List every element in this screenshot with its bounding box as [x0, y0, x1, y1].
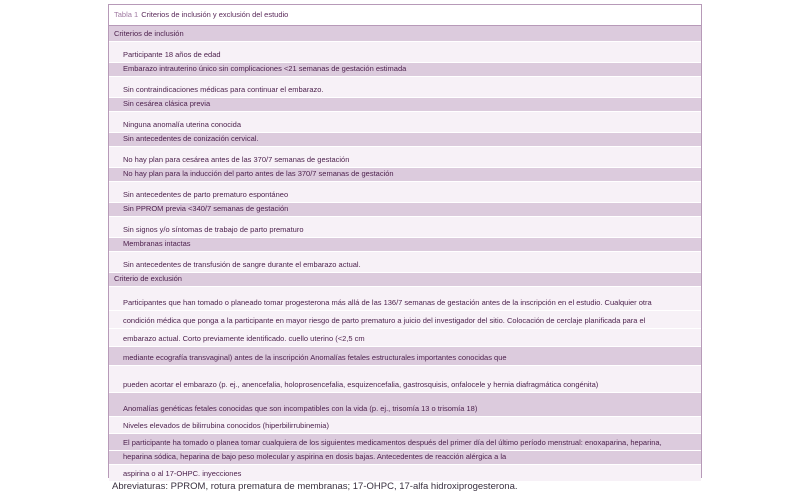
table-row [109, 252, 701, 273]
exclusion-item: heparina sódica, heparina de bajo peso molecular y aspirina en dosis bajas. Antecedentes de reacción alérgica a la [123, 452, 507, 461]
inclusion-item: Ninguna anomalía uterina conocida [123, 120, 241, 129]
exclusion-header-row [109, 273, 701, 287]
table-row [109, 311, 701, 329]
table-row [109, 417, 701, 434]
inclusion-item: Membranas intactas [123, 239, 191, 248]
exclusion-item: Anomalías genéticas fetales conocidas que son incompatibles con la vida (p. ej., trisomía 13 o trisomía 18) [123, 404, 478, 413]
table-row [109, 465, 701, 482]
table-row [109, 347, 701, 366]
table-row [109, 112, 701, 133]
criteria-table [108, 4, 702, 478]
inclusion-item: Sin cesárea clásica previa [123, 99, 211, 108]
table-row [109, 393, 701, 417]
exclusion-header: Criterio de exclusión [114, 274, 182, 283]
exclusion-item: El participante ha tomado o planea tomar cualquiera de los siguientes medicamentos después del primer día del último período menstrual: enoxaparina, heparina, [123, 438, 662, 447]
table-row [109, 238, 701, 252]
table-row [109, 203, 701, 217]
exclusion-item: embarazo actual. Corto previamente identificado. cuello uterino (<2,5 cm [123, 334, 365, 343]
inclusion-item: Sin antecedentes de parto prematuro espontáneo [123, 190, 289, 199]
exclusion-item: pueden acortar el embarazo (p. ej., anencefalia, holoprosencefalia, esquizencefalia, gastrosquisis, onfalocele y hernia diafragmática congénita) [123, 380, 599, 389]
inclusion-header-row [109, 26, 701, 42]
table-title: Criterios de inclusión y exclusión del estudio [141, 10, 289, 19]
inclusion-item: Sin antecedentes de transfusión de sangre durante el embarazo actual. [123, 260, 361, 269]
table-row [109, 434, 701, 451]
inclusion-item: Sin contraindicaciones médicas para continuar el embarazo. [123, 85, 324, 94]
table-row [109, 133, 701, 147]
table-row [109, 98, 701, 112]
inclusion-item: Participante 18 años de edad [123, 50, 221, 59]
exclusion-item: mediante ecografía transvaginal) antes de la inscripción Anomalías fetales estructurales importantes conocidas que [123, 353, 507, 362]
table-caption [109, 5, 701, 26]
table-row [109, 147, 701, 168]
inclusion-item: Sin PPROM previa <340/7 semanas de gestación [123, 204, 289, 213]
inclusion-item: No hay plan para la inducción del parto antes de las 370/7 semanas de gestación [123, 169, 394, 178]
inclusion-item: Sin antecedentes de conización cervical. [123, 134, 259, 143]
table-row [109, 217, 701, 238]
abbreviations-footnote: Abreviaturas: PPROM, rotura prematura de membranas; 17-OHPC, 17-alfa hidroxiprogesterona. [112, 481, 518, 492]
inclusion-item: Sin signos y/o síntomas de trabajo de parto prematuro [123, 225, 304, 234]
inclusion-item: Embarazo intrauterino único sin complicaciones <21 semanas de gestación estimada [123, 64, 407, 73]
table-row [109, 42, 701, 63]
table-row [109, 63, 701, 77]
table-row [109, 287, 701, 311]
exclusion-item: Participantes que han tomado o planeado tomar progesterona más allá de las 136/7 semanas de gestación antes de la inscripción en el estudio. Cualquier otra [123, 298, 652, 307]
table-row [109, 182, 701, 203]
exclusion-item: aspirina o al 17-OHPC. inyecciones [123, 469, 242, 478]
table-row [109, 451, 701, 465]
inclusion-item: No hay plan para cesárea antes de las 370/7 semanas de gestación [123, 155, 350, 164]
table-row [109, 329, 701, 347]
table-row [109, 77, 701, 98]
table-row [109, 366, 701, 393]
table-row [109, 168, 701, 182]
inclusion-header: Criterios de inclusión [114, 29, 184, 38]
exclusion-item: Niveles elevados de bilirrubina conocidos (hiperbilirrubinemia) [123, 421, 329, 430]
exclusion-item: condición médica que ponga a la participante en mayor riesgo de parto prematuro a juicio del investigador del sitio. Colocación de cerclaje planificada para el [123, 316, 646, 325]
table-number: Tabla 1 [114, 10, 139, 19]
